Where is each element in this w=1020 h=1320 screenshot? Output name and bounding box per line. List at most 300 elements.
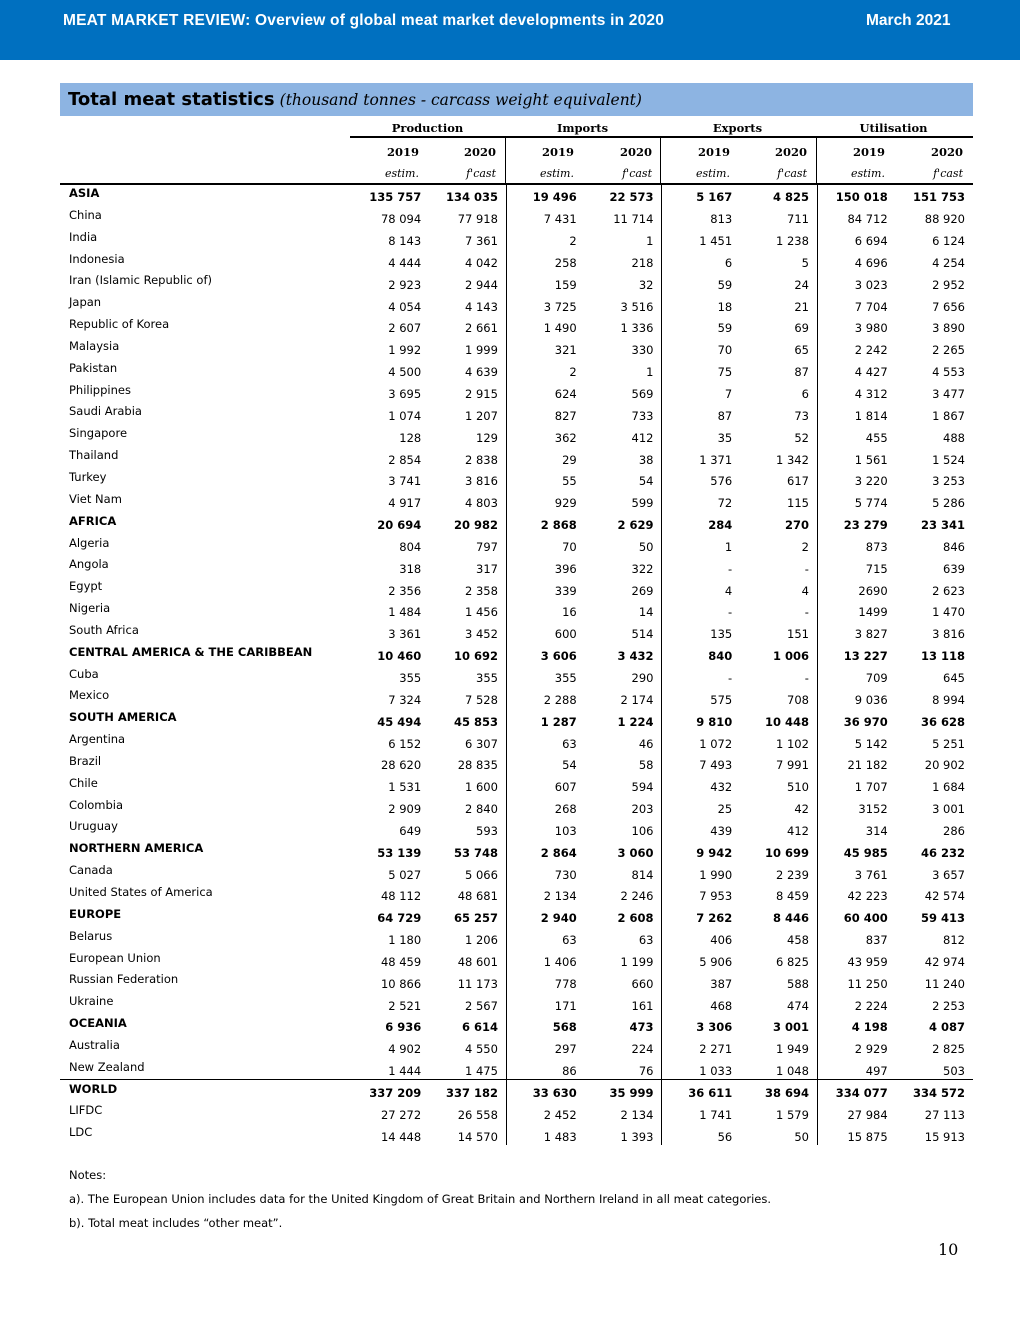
table-cell: 35 999 — [585, 1080, 662, 1102]
table-cell: 297 — [506, 1036, 584, 1058]
table-cell: 2 239 — [776, 867, 809, 882]
table-cell: 9 810 — [662, 708, 740, 730]
table-row — [60, 883, 973, 905]
table-cell: 1 741 — [662, 1101, 740, 1123]
table-cell: 873 — [817, 534, 895, 556]
table-cell: 78 094 — [380, 212, 422, 227]
table-cell: 1 490 — [506, 315, 584, 337]
table-cell: 42 — [794, 802, 809, 817]
row-label: Indonesia — [69, 251, 125, 266]
table-cell: 6 694 — [817, 228, 895, 250]
table-cell: 607 — [506, 774, 584, 796]
year-header: 2019 — [541, 145, 574, 159]
table-cell: 3 452 — [465, 627, 498, 642]
table-row — [60, 271, 973, 293]
table-cell: 497 — [817, 1058, 895, 1080]
table-cell: 54 — [638, 474, 654, 489]
table-cell: 1 524 — [932, 452, 965, 467]
table-cell: 150 018 — [817, 184, 895, 206]
table-cell: 929 — [506, 490, 584, 512]
table-cell: 4 254 — [932, 255, 965, 270]
table-row — [60, 752, 973, 774]
report-title: MEAT MARKET REVIEW: Overview of global meat market developments in 2020 — [63, 12, 665, 29]
table-title-bar — [60, 83, 973, 116]
table-cell: 1 393 — [620, 1129, 654, 1144]
table-cell: 3 725 — [506, 293, 584, 315]
table-cell: 645 — [943, 670, 965, 685]
table-cell: 624 — [506, 381, 584, 403]
table-row — [60, 861, 973, 883]
row-label: EUROPE — [69, 906, 122, 921]
table-cell: 10 460 — [377, 649, 422, 664]
table-cell: 6 614 — [461, 1020, 498, 1035]
table-cell: 56 — [662, 1123, 740, 1145]
table-cell: 7 324 — [388, 692, 422, 707]
column-divider — [660, 137, 661, 184]
table-cell: 730 — [506, 861, 584, 883]
table-cell: 28 835 — [457, 758, 498, 773]
group-header-imports: Imports — [556, 121, 609, 135]
table-cell: 269 — [631, 583, 654, 598]
row-label: Australia — [69, 1037, 120, 1052]
table-cell: 2 — [506, 359, 584, 381]
row-label: Iran (Islamic Republic of) — [69, 273, 212, 288]
table-cell: 432 — [662, 774, 740, 796]
table-cell: 1 072 — [662, 730, 740, 752]
table-cell: 778 — [506, 970, 584, 992]
row-label: United States of America — [69, 885, 213, 899]
table-row — [60, 621, 973, 643]
table-cell: 1 074 — [388, 408, 422, 423]
table-cell: 318 — [399, 561, 422, 576]
table-row — [60, 315, 973, 337]
table-cell: 4 639 — [465, 365, 498, 380]
row-label: Japan — [69, 295, 102, 310]
table-cell: 2 825 — [932, 1042, 965, 1057]
table-cell: 2 271 — [662, 1036, 740, 1058]
row-label: Belarus — [69, 928, 113, 943]
table-row — [60, 643, 973, 665]
table-cell: 3 477 — [932, 387, 965, 402]
table-cell: 7 528 — [465, 692, 498, 707]
table-cell: 6 307 — [465, 736, 498, 751]
table-cell: 1 238 — [776, 234, 809, 249]
table-cell: 10 692 — [453, 649, 498, 664]
note-b: b). Total meat includes “other meat”. — [69, 1216, 283, 1230]
status-label: f'cast — [933, 167, 963, 180]
row-label: LIFDC — [69, 1103, 103, 1118]
table-cell: 2 940 — [506, 905, 584, 927]
table-cell: 22 573 — [609, 190, 654, 205]
table-cell: 412 — [631, 430, 654, 445]
table-cell: 1 180 — [388, 933, 422, 948]
table-cell: 2 452 — [506, 1101, 584, 1123]
table-cell: 4 696 — [817, 250, 895, 272]
year-header: 2020 — [619, 145, 652, 159]
row-label: LDC — [69, 1125, 93, 1140]
table-row — [60, 927, 973, 949]
table-cell: 286 — [943, 823, 965, 838]
table-cell: 1 336 — [620, 321, 654, 336]
table-cell: 27 272 — [380, 1107, 422, 1122]
table-cell: 35 — [662, 424, 740, 446]
meat-statistics-table — [60, 184, 973, 1145]
table-cell: 268 — [506, 796, 584, 818]
table-cell: 568 — [506, 1014, 584, 1036]
table-cell: 711 — [787, 212, 809, 227]
table-cell: 1 600 — [465, 780, 498, 795]
row-label: Viet Nam — [69, 491, 122, 506]
table-cell: 314 — [817, 817, 895, 839]
table-cell: 2 944 — [465, 277, 498, 292]
table-cell: 2 224 — [817, 992, 895, 1014]
table-cell: 21 — [794, 299, 809, 314]
row-label: Malaysia — [69, 338, 120, 353]
table-cell: 63 — [506, 730, 584, 752]
table-cell: 1 371 — [662, 446, 740, 468]
table-cell: 6 936 — [385, 1020, 422, 1035]
table-row — [60, 228, 973, 250]
row-label: Egypt — [69, 579, 103, 594]
table-cell: 406 — [662, 927, 740, 949]
table-cell: 2 356 — [388, 583, 422, 598]
table-cell: 290 — [631, 670, 654, 685]
table-cell: 53 139 — [377, 845, 422, 860]
table-cell: 8 459 — [776, 889, 809, 904]
table-cell: 439 — [662, 817, 740, 839]
table-row — [60, 402, 973, 424]
table-cell: - — [662, 599, 740, 621]
table-cell: 2 134 — [620, 1107, 654, 1122]
table-cell: 42 574 — [924, 889, 965, 904]
row-label: Angola — [69, 557, 109, 572]
table-cell: 1 531 — [388, 780, 422, 795]
table-cell: 3 060 — [617, 845, 654, 860]
table-row — [60, 555, 973, 577]
table-cell: 59 413 — [920, 911, 965, 926]
table-cell: 151 — [787, 627, 809, 642]
table-cell: 715 — [817, 555, 895, 577]
table-cell: 1 — [646, 234, 654, 249]
table-cell: 8 994 — [932, 692, 965, 707]
table-row — [60, 730, 973, 752]
table-cell: 27 984 — [817, 1101, 895, 1123]
table-cell: 7 361 — [465, 234, 498, 249]
table-cell: 87 — [662, 402, 740, 424]
table-cell: 330 — [631, 343, 654, 358]
table-cell: 63 — [506, 927, 584, 949]
table-cell: 4 312 — [817, 381, 895, 403]
table-cell: 88 920 — [924, 212, 965, 227]
table-cell: 814 — [631, 867, 654, 882]
table-cell: 649 — [399, 823, 422, 838]
table-row — [60, 359, 973, 381]
table-cell: 58 — [638, 758, 654, 773]
row-label: European Union — [69, 950, 161, 965]
table-cell: 599 — [631, 496, 654, 511]
table-cell: 48 601 — [457, 954, 498, 969]
table-cell: - — [662, 665, 740, 687]
table-row — [60, 250, 973, 272]
status-label: f'cast — [622, 167, 652, 180]
table-cell: 2 134 — [506, 883, 584, 905]
table-cell: 7 262 — [662, 905, 740, 927]
table-cell: 4 — [662, 577, 740, 599]
table-cell: 59 — [662, 271, 740, 293]
table-cell: 2 838 — [465, 452, 498, 467]
table-cell: 846 — [943, 539, 965, 554]
row-label: Thailand — [69, 448, 119, 463]
table-cell: 45 985 — [817, 839, 895, 861]
row-label: Nigeria — [69, 601, 111, 616]
table-cell: 2 864 — [506, 839, 584, 861]
row-label: China — [69, 207, 102, 222]
table-cell: 24 — [794, 277, 809, 292]
table-cell: 3 816 — [465, 474, 498, 489]
table-row — [60, 512, 973, 534]
table-cell: 134 035 — [445, 190, 498, 205]
table-cell: 48 112 — [380, 889, 422, 904]
table-cell: 75 — [662, 359, 740, 381]
table-cell: 9 036 — [817, 686, 895, 708]
header-banner — [0, 0, 1020, 60]
table-cell: 20 982 — [453, 518, 498, 533]
table-row — [60, 490, 973, 512]
table-cell: 1 814 — [817, 402, 895, 424]
table-cell: 473 — [629, 1020, 654, 1035]
table-cell: 11 250 — [817, 970, 895, 992]
table-cell: 129 — [476, 430, 498, 445]
table-cell: 70 — [662, 337, 740, 359]
table-cell: 514 — [631, 627, 654, 642]
table-cell: 1 048 — [776, 1063, 809, 1078]
table-cell: 1 406 — [506, 949, 584, 971]
table-cell: 42 974 — [924, 954, 965, 969]
table-cell: 20 902 — [924, 758, 965, 773]
table-cell: 1 561 — [817, 446, 895, 468]
table-cell: 5 286 — [932, 496, 965, 511]
table-cell: 4 087 — [928, 1020, 965, 1035]
table-cell: 5 142 — [817, 730, 895, 752]
table-cell: 4 550 — [465, 1042, 498, 1057]
table-cell: 86 — [506, 1058, 584, 1080]
table-cell: 8 446 — [772, 911, 809, 926]
row-label: WORLD — [60, 1080, 351, 1102]
table-cell: 812 — [943, 933, 965, 948]
table-cell: 36 611 — [662, 1080, 740, 1102]
table-cell: 1 102 — [776, 736, 809, 751]
table-cell: 103 — [506, 817, 584, 839]
table-cell: 48 459 — [380, 954, 422, 969]
table-cell: 2 288 — [506, 686, 584, 708]
table-cell: 159 — [506, 271, 584, 293]
table-cell: 4 917 — [388, 496, 422, 511]
table-cell: 203 — [631, 802, 654, 817]
table-cell: 2 358 — [465, 583, 498, 598]
table-row — [60, 970, 973, 992]
table-row — [60, 1058, 973, 1080]
table-cell: 1 579 — [776, 1107, 809, 1122]
table-cell: 7 656 — [932, 299, 965, 314]
table-cell: 15 875 — [817, 1123, 895, 1145]
table-cell: 569 — [631, 387, 654, 402]
row-label: Singapore — [69, 426, 128, 441]
table-row — [60, 992, 973, 1014]
table-cell: 59 — [662, 315, 740, 337]
status-label: estim. — [539, 167, 574, 180]
table-row — [60, 1080, 973, 1102]
status-label: estim. — [384, 167, 419, 180]
table-cell: 128 — [399, 430, 422, 445]
table-cell: 2 929 — [817, 1036, 895, 1058]
table-cell: 1 484 — [388, 605, 422, 620]
row-label: SOUTH AMERICA — [69, 710, 177, 725]
table-cell: 171 — [506, 992, 584, 1014]
table-cell: 709 — [817, 665, 895, 687]
table-cell: 258 — [506, 250, 584, 272]
table-row — [60, 534, 973, 556]
table-cell: 355 — [506, 665, 584, 687]
table-cell: 355 — [476, 670, 498, 685]
table-cell: 2 661 — [465, 321, 498, 336]
table-cell: 53 748 — [453, 845, 498, 860]
table-cell: 65 257 — [453, 911, 498, 926]
table-cell: 3 023 — [817, 271, 895, 293]
table-cell: 4 143 — [465, 299, 498, 314]
table-cell: 20 694 — [377, 518, 422, 533]
table-cell: 3 361 — [388, 627, 422, 642]
group-header-production: Production — [391, 121, 464, 135]
table-cell: 1 707 — [817, 774, 895, 796]
table-cell: 2 174 — [620, 692, 654, 707]
table-cell: 23 279 — [817, 512, 895, 534]
table-cell: 218 — [631, 255, 654, 270]
table-cell: 337 182 — [429, 1080, 506, 1102]
table-cell: 161 — [631, 998, 654, 1013]
row-label: Turkey — [69, 469, 107, 484]
table-row — [60, 424, 973, 446]
table-cell: 1 199 — [620, 954, 654, 969]
row-label: Uruguay — [69, 819, 118, 834]
table-cell: 2 567 — [465, 998, 498, 1013]
table-row — [60, 468, 973, 490]
table-cell: 3152 — [817, 796, 895, 818]
table-cell: 2 253 — [932, 998, 965, 1013]
table-cell: 55 — [506, 468, 584, 490]
table-row — [60, 293, 973, 315]
table-cell: - — [804, 605, 809, 620]
table-cell: 2 521 — [388, 998, 422, 1013]
table-cell: 355 — [399, 670, 422, 685]
table-cell: 14 — [638, 605, 654, 620]
row-label: Canada — [69, 863, 113, 878]
table-row — [60, 665, 973, 687]
table-cell: 387 — [662, 970, 740, 992]
row-label: Brazil — [69, 753, 102, 768]
table-row — [60, 796, 973, 818]
table-cell: 2 608 — [617, 911, 654, 926]
year-header: 2020 — [463, 145, 496, 159]
table-cell: 7 953 — [662, 883, 740, 905]
table-cell: 76 — [638, 1063, 654, 1078]
table-cell: 4 500 — [388, 365, 422, 380]
table-row — [60, 446, 973, 468]
table-cell: 5 774 — [817, 490, 895, 512]
table-cell: 13 118 — [920, 649, 965, 664]
year-header: 2019 — [386, 145, 419, 159]
table-cell: 5 027 — [388, 867, 422, 882]
table-cell: 224 — [631, 1042, 654, 1057]
table-cell: 16 — [506, 599, 584, 621]
table-cell: 11 714 — [613, 212, 654, 227]
table-cell: 322 — [631, 561, 654, 576]
table-cell: 19 496 — [506, 184, 584, 206]
table-cell: 412 — [787, 823, 809, 838]
row-label: Ukraine — [69, 994, 114, 1009]
group-header-utilisation: Utilisation — [859, 121, 928, 135]
table-cell: 503 — [943, 1063, 965, 1078]
table-row — [60, 774, 973, 796]
table-cell: 73 — [794, 408, 809, 423]
table-cell: 474 — [787, 998, 809, 1013]
table-cell: 2 854 — [388, 452, 422, 467]
row-label: Russian Federation — [69, 972, 179, 987]
table-title: Total meat statistics — [68, 89, 275, 110]
table-cell: 4 427 — [817, 359, 895, 381]
table-cell: 284 — [662, 512, 740, 534]
table-row — [60, 1014, 973, 1036]
table-cell: 3 516 — [620, 299, 654, 314]
table-cell: 1 992 — [388, 343, 422, 358]
year-header: 2019 — [697, 145, 730, 159]
header-rule — [350, 136, 973, 138]
table-cell: 1 207 — [465, 408, 498, 423]
table-cell: 1 287 — [506, 708, 584, 730]
table-cell: 43 959 — [817, 949, 895, 971]
table-row — [60, 839, 973, 861]
table-cell: 588 — [787, 976, 809, 991]
table-cell: 2 265 — [932, 343, 965, 358]
table-cell: 337 209 — [351, 1080, 429, 1102]
table-cell: 65 — [794, 343, 809, 358]
row-label: Argentina — [69, 732, 126, 747]
table-cell: 594 — [631, 780, 654, 795]
table-cell: 1 475 — [465, 1063, 498, 1078]
table-cell: 3 657 — [932, 867, 965, 882]
table-cell: 26 558 — [457, 1107, 498, 1122]
year-header: 2020 — [774, 145, 807, 159]
table-cell: 708 — [787, 692, 809, 707]
table-cell: 1 451 — [662, 228, 740, 250]
table-cell: 1 999 — [465, 343, 498, 358]
table-row — [60, 905, 973, 927]
table-cell: 3 816 — [932, 627, 965, 642]
table-cell: 28 620 — [380, 758, 422, 773]
table-row — [60, 337, 973, 359]
table-cell: 135 — [662, 621, 740, 643]
table-cell: 38 694 — [740, 1080, 817, 1102]
table-cell: 468 — [662, 992, 740, 1014]
table-cell: 1 224 — [617, 714, 654, 729]
row-label: South Africa — [69, 622, 139, 637]
table-cell: 1 206 — [465, 933, 498, 948]
table-cell: 10 699 — [764, 845, 809, 860]
table-row — [60, 381, 973, 403]
table-cell: 115 — [787, 496, 809, 511]
table-cell: 38 — [638, 452, 654, 467]
table-cell: 837 — [817, 927, 895, 949]
table-cell: 11 173 — [457, 976, 498, 991]
